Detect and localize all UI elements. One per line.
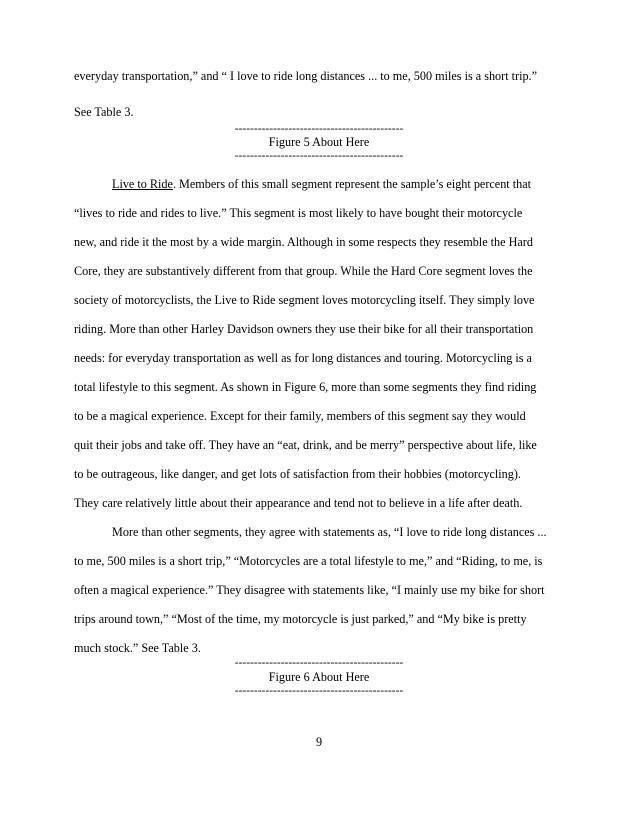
paragraph-first-line: [112, 177, 531, 192]
text-line: They care relatively little about their appearance and tend not to believe in a life after death.: [74, 496, 523, 510]
text-line: “lives to ride and rides to live.” This segment is most likely to have bought their motorcycle: [74, 206, 523, 220]
text-line: to me, 500 miles is a short trip,” “Motorcycles are a total lifestyle to me,” and “Riding, to me, is: [74, 554, 543, 568]
text-line: society of motorcyclists, the Live to Ride segment loves motorcycling itself. They simply love: [74, 293, 535, 307]
section-heading: Live to Ride: [112, 177, 173, 191]
page-number: 9: [315, 735, 323, 749]
paragraph-first-line: More than other segments, they agree with statements as, “I love to ride long distances ...: [112, 525, 547, 539]
text-line: riding. More than other Harley Davidson owners they use their bike for all their transportation: [74, 322, 534, 336]
figure6-placeholder-label: Figure 6 About Here: [268, 670, 370, 684]
text-line: total lifestyle to this segment. As shown in Figure 6, more than some segments they find riding: [74, 380, 537, 394]
text-line: often a magical experience.” They disagree with statements like, “I mainly use my bike for short: [74, 583, 545, 597]
text-line: new, and ride it the most by a wide margin. Although in some respects they resemble the Hard: [74, 235, 533, 249]
text-line: to be outrageous, like danger, and get lots of satisfaction from their hobbies (motorcycling).: [74, 467, 521, 481]
text-line: to be a magical experience. Except for their family, members of this segment say they would: [74, 409, 526, 423]
text-line: everyday transportation,” and “ I love to ride long distances ... to me, 500 miles is a short trip.”: [74, 69, 538, 83]
paragraph-text: . Members of this small segment represent the sample’s eight percent that: [172, 177, 532, 191]
text-line: quit their jobs and take off. They have an “eat, drink, and be merry” perspective about life, like: [74, 438, 537, 452]
text-line: Core, they are substantively different from that group. While the Hard Core segment loves the: [74, 264, 533, 278]
figure5-rule-top: --------------------------------------------: [234, 123, 404, 135]
figure5-rule-bottom: --------------------------------------------: [234, 150, 404, 162]
text-line: trips around town,” “Most of the time, my motorcycle is just parked,” and “My bike is pretty: [74, 612, 527, 626]
figure6-rule-bottom: --------------------------------------------: [234, 685, 404, 697]
text-line: See Table 3.: [74, 105, 134, 119]
figure5-placeholder-label: Figure 5 About Here: [268, 135, 370, 149]
text-line: much stock.” See Table 3.: [74, 641, 201, 655]
figure6-rule-top: --------------------------------------------: [234, 657, 404, 669]
text-line: needs: for everyday transportation as well as for long distances and touring. Motorcycling is a: [74, 351, 532, 365]
